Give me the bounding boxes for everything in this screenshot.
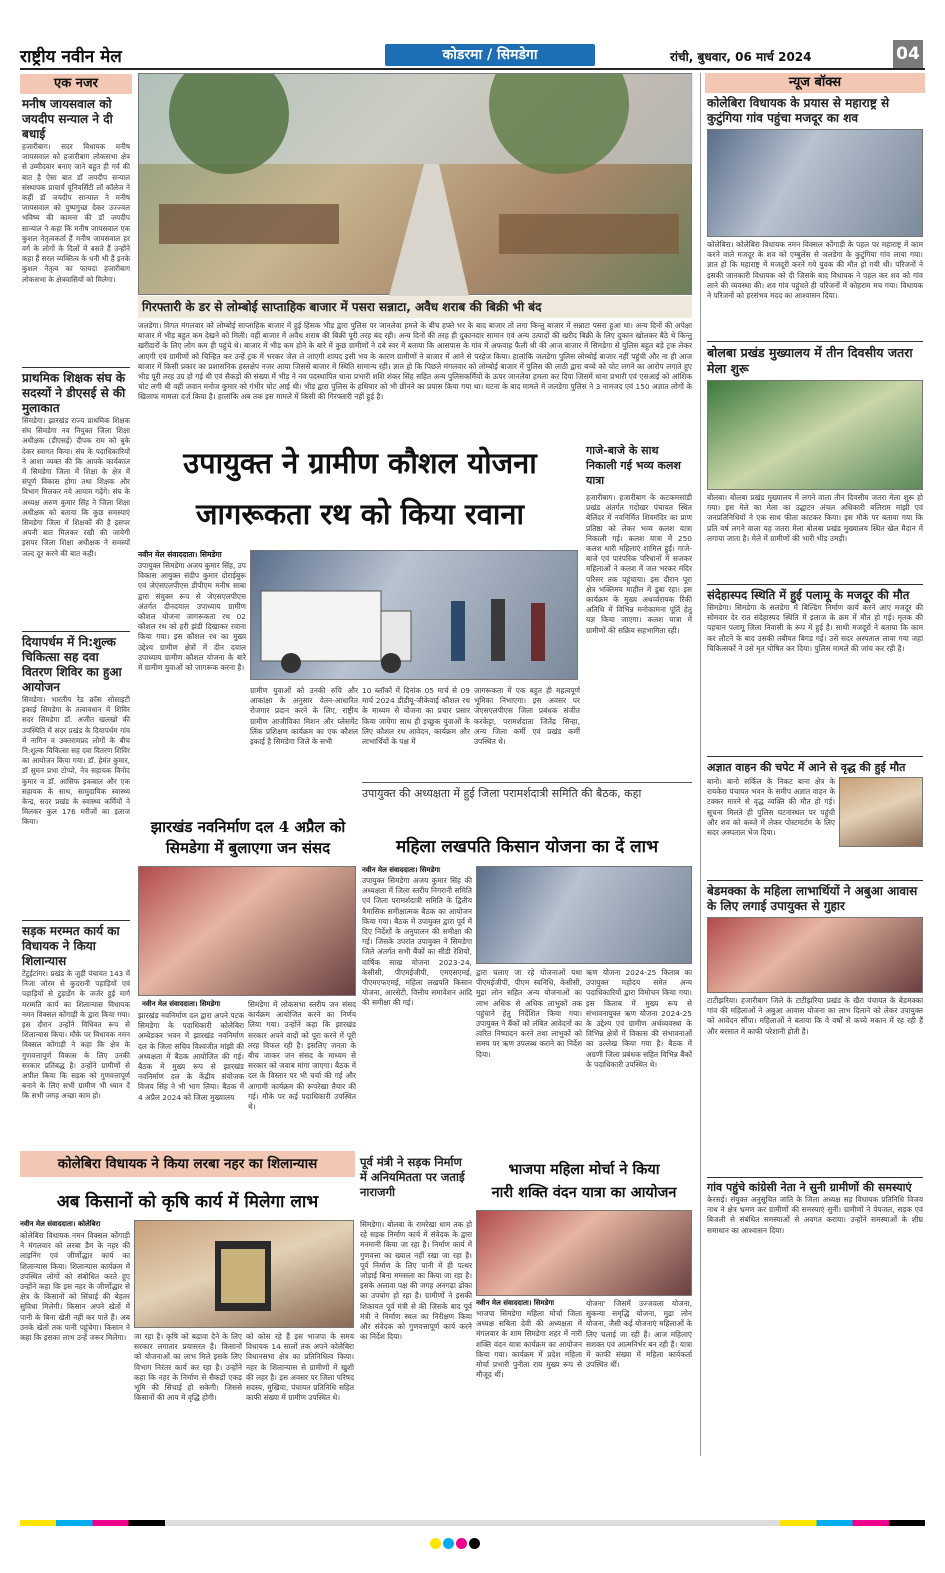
story-body: हजारीबाग। सदर विधायक मनीष जायसवाल को हजारीबाग लोकसभा क्षेत्र से उम्मीदवार बनाए जाने बहुत ही गर्व की बात है ऐसा बात डॉ जयदीप सन्याल संस्थापक प्राचार्य यूनिवर्सिटी लॉ कॉलेज ने कहीं डॉ जयदीप सान्याल ने मनीष जायसवाल को पुष्पगुच्छ देकर उज्ज्वल भविष्य की कामना की डॉ जयदीप सान्याल ने कहा कि मनीष जायसवाल एक कुशल नेतृत्वकर्ता हैं मनीष जायसवाल हर वर्ग के लोगों के दिलों में बसते हैं उन्होंने कहा हैं सरल व्यक्तित्व के धनी भी हैं इनके कुशल नेतृत्व का फायदा हजारीबाग लोकसभा के क्षेत्रवासियों को मिलेगा। <box>22 142 130 284</box>
kalash-body: हजारीबाग। हजारीबाग के कटकमसांडी प्रखंड अंतर्गत गदोखर पंचायत स्थित बेलिंदर में नवनिर्मित शिवमंदिर का प्राण प्रतिष्ठा को लेकर भव्य कलश यात्रा निकाली गई। कलश यात्रा में 250 कलश धारी महिलाएं शामिल हुईं। गाजे-बाजे एवं पारंपरिक परिधानों में सजकर महिलाओं ने कलश में जल भरकर मंदिर परिसर तक पहुंचाया। इस दौरान पूरा क्षेत्र भक्तिमय माहौल में डूबा रहा। इस कार्यक्रम के मुख्य अथर्व्वरायक रिंकी अतिथि में विभिन्न मनोकामना पूर्ति हेतु यज्ञ किया जाएगा। कलश यात्रा में ग्रामीणों की सक्रिय सहभागिता रही। <box>586 493 692 635</box>
cmyk-dot <box>430 1538 441 1549</box>
newsbox-story-title: संदेहास्पद स्थिति में हुई पलामू के मजदूर की मौत <box>707 588 910 602</box>
canal-foundation-photo <box>134 1220 354 1328</box>
newsbox-story-title: बेडमक्का के महिला लाभार्थियों ने अबुआ आवास के लिए लगाई उपायुक्त से गुहार <box>707 884 918 913</box>
market-photo-caption: गिरफ्तारी के डर से लोम्बोई साप्ताहिक बाजार में पसरा सन्नाटा, अवैध शराब की बिक्री भी बंद <box>138 296 692 318</box>
newsbox-story-body: सिमडेगा। सिमडेगा के सलडेगा में बिल्डिंग निर्माण कार्य करने आए मजदूर की सोमवार देर रात संदेहास्पद स्थिति में इलाज के क्रम में मौत हो गई। मृतक की पहचान पलामू जिला निवासी के रूप में हुई है। साथी मजदूरों ने बताया कि काम कर लौटने के बाद उसकी तबीयत बिगड़ गई। उसे सदर अस्पताल लाया गया जहां चिकित्सकों ने उसे मृत घोषित कर दिया। पुलिस मामले की जांच कर रही है। <box>707 603 923 653</box>
bank-meeting-photo <box>476 866 692 964</box>
skill-chariot-photo <box>250 550 578 680</box>
market-story-body: जलडेगा। विगत मंगलवार को लोम्बोई साप्ताहिक बाजार में हुई हिंसक भीड़ द्वारा पुलिस पर जानलेवा हमले के बीच हफ्ते भर के बाद बाजार तो लगा किन्तु बाजार में सन्नाटा पसरा हुआ था। अन्य दिनों की अपेक्षा बाजार में भीड़ बहुत कम देखने को मिली। वहीं बाजार में अवैध शराब की बिक्री पूरी तरह बंद रही। अन्य दिनों की तरह ही दुकानदार सामान एवं अन्य उत्पादों की खरीद बिक्री के लिए दुकान खोलकर बैठे थे किन्तु खरीदारों के लिए लोग कम ही पहुंचे थे। बाजार में भीड़ कम होने के बारे में कुछ ग्रामीणों ने दबे स्वर में बताया कि आसपास के गांव में अफवाह फैली थी की आज बाजार में सिमडेगा से पुलिस बहुत बड़े ट्रक लेकर आएगी एवं ग्रामीणों को चिन्हित कर उन्हें ट्रक में भरकर जेल ले जाएगी शायद इसी भय के कारण ग्रामीणों ने बाजार में आने से परहेज किया। हालांकि जलडेगा पुलिस लोम्बोई बाजार नहीं पहुंची और ना ही आज बाजार में किसी प्रकार का प्रशासनिक हस्तक्षेप नजर आया जिससे बाजार में स्थिति सामान्य रही। ज्ञात हो कि पिछले मंगलवार को लोम्बोई बाजार में पुलिस की लाठी द्वारा बच्चे को चोट लगने का आरोप लगाते हुए भीड़ पूरी तरह उग्र हो गई थी एवं सैकड़ों की संख्या में भीड़ ने नव पदस्थापित थाना प्रभारी शशि शंकर सिंह सहित अन्य पुलिसकर्मियों के ऊपर जानलेवा हमला कर दिया जिसमें थाना प्रभारी एवं एसआई को आंशिक चोट लगी थी वहीं जवान मनोज कुमार को गंभीर चोट आई थी। भीड़ द्वारा पुलिस के हथियार को भी छीनने का प्रयास किया गया था। घटना के बाद मामले में जलडेगा पुलिस ने 3 नामजद एवं 150 अज्ञात लोगों के खिलाफ मामला दर्ज किया है। हालांकि अब तक इस मामले में किसी की गिरफ्तारी नहीं हुई है। <box>138 321 692 402</box>
mahila-col2: द्वारा चलाए जा रहे योजनाओं यथा पीएमईजीपी, पीएम स्वनिधि, केसीसी, मुद्रा लोन सहित अन्य योजनाओं का लाभ अधिक से अधिक लाभुकों तक पहुंचाने हेतु निर्देशित किया गया। उपायुक्त ने बैंकों को लंबित आवेदनों का त्वरित निष्पादन करने तथा लाभुकों को समय पर ऋण उपलब्ध कराने का निर्देश दिया। <box>476 968 582 1059</box>
bjp-headline-line2: नारी शक्ति वंदन यात्रा का आयोजन <box>491 1184 677 1201</box>
bjp-col2: योजना' जिसमें उज्जवला योजना, सुकन्या समृद्धि योजना, मुद्रा लोन योजना, जैसी कई योजनाएं महिलाओं के लिए चलाई जा रही हैं। आज महिलाएं सशक्त एवं आत्मनिर्भर बन रही हैं। यात्रा में काफी संख्या में महिला कार्यकर्ता उपस्थित थीं। <box>586 1299 692 1370</box>
mahila-col1: उपायुक्त सिमडेगा अजय कुमार सिंह की अध्यक्षता में जिला स्तरीय निगरानी समिति एवं जिला परामर्शदात्री समिति के द्वितीय त्रैमासिक समीक्षात्मक बैठक का आयोजन किया गया। बैठक में उपायुक्त द्वारा पूर्व में दिए निर्देशों के अनुपालन की समीक्षा की गई। जिसके उपरांत उपायुक्त ने सिमडेगा जिले अंतर्गत सभी बैंकों का सीडी रेशियो, वार्षिक साख योजना 2023-24, केसीसी, पीएमईजीपी, एमएसएमई, पीएमएफएमई, महिला लखपति किसान योजना, आरसेटी, वित्तीय समावेशन आदि की समीक्षा की गई। <box>362 876 472 1008</box>
story-title: दियापर्धम में नि:शुल्क चिकित्सा सह दवा वितरण शिविर का हुआ आयोजन <box>22 635 122 694</box>
newsbox-story-body: कोलेबिरा। कोलेबिरा विधायक नमन विक्सल कोंगाड़ी के पहल पर महाराष्ट्र में काम करने वाले मजदूर के शव को एम्बुलेंस से जलडेगा के कुटुंगिया गांव लाया गया। ज्ञात हो कि महाराष्ट्र में मजदूरी करने गये युवक की मौत हो गयी थी। परिजनों ने इसकी जानकारी विधायक को दी जिसके बाद विधायक ने पहल कर शव को गांव लाने की व्यवस्था की। शव गांव पहुंचते ही परिजनों में कोहराम मच गया। विधायक ने परिजनों को हरसंभव मदद का आश्वासन दिया। <box>707 240 923 301</box>
newsbox-story-body: बोलबा। बोलबा प्रखंड मुख्यालय में लगने वाला तीन दिवसीय जतरा मेला शुरू हो गया। इस मेले का मेला का उद्घाटन अंचल अधिकारी बलिराम मांझी एवं जनप्रतिनिधियों ने एक साथ फीता काटकर किया। इस मौके पर बताया गया कि प्रति वर्ष लगने वाला यह जतरा मेला बोलबा प्रखंड मुख्यालय स्थित खेल मैदान में लगाया जाता है। मेले में ग्रामीणों की भारी भीड़ उमड़ी। <box>707 493 923 543</box>
farmers-col3: को कोस रहे हैं इस भाजपा के समय विधायक 14 सालों तक अपने कोलेबिरा विधानसभा क्षेत्र का प्रतिनिधित्व किया। नहर के शिलान्यास से ग्रामीणों में खुशी की लहर है। इस अवसर पर जिला परिषद सदस्य, मुखिया, पंचायत प्रतिनिधि सहित काफी संख्या में ग्रामीण उपस्थित थे। <box>246 1332 354 1403</box>
mahila-col3: ऋण योजना 2024-25 किताब का उपायुक्त महोदय समेत अन्य पदाधिकारियों द्वारा विमोचन किया गया। इस किताब में मुख्य रूप से संभावनायुक्त ऋण योजना 2024-25 के उद्देश्य एवं ग्रामीण अर्थव्यवस्था के विभिन्न क्षेत्रों में विकास की संभावनाओं का उल्लेख किया गया है। बैठक में अग्रणी जिला प्रबंधक सहित विभिन्न बैंकों के पदाधिकारी उपस्थित थे। <box>586 968 692 1069</box>
story-title: मनीष जायसवाल को जयदीप सन्याल ने दी बधाई <box>22 97 113 141</box>
accident-victim-photo <box>839 777 923 847</box>
cmyk-dot <box>456 1538 467 1549</box>
jharkhand-headline-line1: झारखंड नवनिर्माण दल 4 अप्रैल को <box>150 818 346 836</box>
lead-col4: जागरूकता में एक बहुत ही महत्वपूर्ण भूमिका निभाएगा। इस अवसर पर जेएसएलपीएस जिला प्रबंधक संजीत करकेट्टा, परामर्शदाता जितेंद्र सिन्हा, अन्य जिला कर्मी एवं प्रखंड कर्मी उपस्थित थे। <box>474 686 580 747</box>
registration-marks <box>430 1534 520 1548</box>
newsbox-story-title: बोलबा प्रखंड मुख्यालय में तीन दिवसीय जतरा मेला शुरू <box>707 345 913 376</box>
cmyk-dot <box>443 1538 454 1549</box>
farmers-byline: नवीन मेल संवाददाता। कोलेबिरा <box>20 1220 101 1228</box>
jharkhand-col2: सिमडेगा में लोकसभा स्तरीय जन संसद कार्यक्रम आयोजित करने का निर्णय लिया गया। उन्होंने कहा कि झारखंड सरकार अपने वादों को पूरा करने में पूरी तरह विफल रही है। इसलिए जनता के बीच जाकर जन संसद के माध्यम से सरकार को जवाब मांगा जाएगा। बैठक में दल के विस्तार पर भी चर्चा की गई और आगामी कार्यक्रम की रूपरेखा तैयार की गई। मौके पर कई पदाधिकारी उपस्थित थे। <box>248 1000 356 1112</box>
chariot-van-illustration <box>251 551 579 681</box>
kolebira-banner <box>20 1151 355 1177</box>
mahila-headline: महिला लखपति किसान योजना का दें लाभ <box>395 837 659 857</box>
lead-col2: ग्रामीण युवाओं को उनकी रुचि और आकांक्षा के अनुसार वेतन-आधारित रोजगार प्रदान करने के लिए, राष्ट्रीय ग्रामीण आजीविका मिशन और प्लेसमेंट लिंक प्रशिक्षण कार्यक्रम का एक कौशल इकाई है सिमडेगा जिले के सभी <box>250 686 358 747</box>
masthead <box>20 40 925 70</box>
lead-col3: 10 ब्लॉकों में दिनांक 05 मार्च से 09 मार्च 2024 डीडीयू-जीकेवाई कौशल रथ के माध्यम से योजना का प्रचार प्रसार किया जायेगा साथ ही इच्छुक युवाओं के लिए कौशल रथ आवेदन, कार्यक्रम और लाभार्थियों के पक्ष में <box>362 686 470 747</box>
ambulance-photo <box>707 129 923 237</box>
story-body: सिमडेगा। भारतीय रेड क्रॉस सोसाइटी इकाई सिमडेगा के तत्वावधान में शिविर सदर सिमडेगा डॉ. अजीत खलखो की उपस्थिति में सदर प्रखंड के दियापर्धम गांव में नागिन व उक्तरामप्रद लोगों के बीच नि:शुल्क चिकित्सा सह दवा वितरण शिविर का आयोजन किया गया। डॉ. हेमंत कुमार, डॉ सुमन प्रभा टोप्पो, नेत्र सहायक विनोद कुमार व डॉ. आसिफ इकबाल और एक सहायक के साथ, सामुदायिक स्वास्थ्य केन्द्र, सदर प्रखंड के स्वास्थ्य कर्मियों ने मिलकर कुल 176 मरीजों का इलाज किया। <box>22 695 130 827</box>
news-box-column <box>700 73 925 1456</box>
lead-byline: नवीन मेल संवाददाता। सिमडेगा <box>138 550 222 559</box>
newsbox-story-title: गांव पहुंचे कांग्रेसी नेता ने सुनी ग्रामीणों की समस्याएं <box>707 1181 912 1194</box>
bjp-byline: नवीन मेल संवाददाता। सिमडेगा <box>476 1299 555 1307</box>
lead-col1: उपायुक्त सिमडेगा अजय कुमार सिंह, उप विकास आयुक्त संदीप कुमार दोराईबुरू एवं जेएसएलपीएस डीपीएम मनीष साबा द्वारा संयुक्त रूप से जेएसएलपीएस अंतर्गत दीनदयाल उपाध्याय ग्रामीण कौशल योजना जागरूकता रथ 02 कौशल रथ को हरी झंडी दिखाकर रवाना किया गया। इस कौशल रथ का मुख्य उद्देश्य ग्रामीण क्षेत्रों में दीन दयाल उपाध्याय ग्रामीण कौशल योजना के बारे में ग्रामीण युवाओं को जागरूक करना है। <box>138 561 246 673</box>
jatra-mela-photo <box>707 380 923 490</box>
kolebira-banner-text: कोलेबिरा विधायक ने किया लरबा नहर का शिलान्यास <box>57 1156 318 1172</box>
page-number: 04 <box>893 40 923 68</box>
lead-headline-line1: उपायुक्त ने ग्रामीण कौशल योजना <box>183 446 537 480</box>
section-tab: कोडरमा / सिमडेगा <box>385 44 595 66</box>
newsbox-story-body: केरसई। संयुक्त अनुसूचित जाति के जिला अध्यक्ष सह विधायक प्रतिनिधि विजय नाथ ने क्षेत्र भ्रमण कर ग्रामीणों की समस्याएं सुनीं। ग्रामीणों ने पेयजल, सड़क एवं बिजली से संबंधित समस्याओं से अवगत कराया। उन्होंने समस्याओं के शीघ्र समाधान का आश्वासन दिया। <box>707 1195 923 1235</box>
bjp-col1: भाजपा सिमडेगा महिला मोर्चा जिला अध्यक्ष सबिता देवी की अध्यक्षता में मंगलवार के शाम सिमडेगा शहर में नारी शक्ति वंदन यात्रा कार्यक्रम का आयोजन किया गया। कार्यक्रम में प्रदेश महिला मोर्चा प्रभारी पुनीता राय मुख्य रूप से मौजूद थीं। <box>476 1309 582 1380</box>
jharkhand-col1: झारखंड नवनिर्माण दल द्वारा अपने पटक सिमडेगा के पदाधिकारी कोलेबिरा अम्बेडकर भवन में झारखंड नवनिर्माण दल के जिला सचिव विश्वजीत मांझी की अध्यक्षता में बैठक आयोजित की गई। बैठक में मुख्य रूप से झारखंड नवनिर्माण दल के केंद्रीय संयोजक विजय सिंह ने भी भाग लिया। बैठक में 4 अप्रैल 2024 को जिला मुख्यालय <box>138 1011 244 1102</box>
sadak-body: सिमडेगा। बोलबा के रामरेखा धाम तक हो रहे सड़क निर्माण कार्य में संवेदक के द्वारा मनमानी किया जा रहा है। निर्माण कार्य में गुणवत्ता का ख्याल नहीं रखा जा रहा है। पूर्व निर्माण के लिए पानी में ही पत्थर जोड़ाई बिना ममसला का किया जा रहा है। इसके अलावा पक्ष की जगह अनगढ़ा ढोका का उपयोग हो रहा है। ग्रामीणों ने इसकी शिकायत पूर्व मंत्री से की जिसके बाद पूर्व मंत्री ने निर्माण स्थल का निरीक्षण किया और संवेदक को गुणवत्तापूर्ण कार्य करने का निर्देश दिया। <box>360 1220 472 1342</box>
jan-sansad-photo <box>138 866 356 996</box>
issue-date: रांची, बुधवार, 06 मार्च 2024 <box>670 50 812 64</box>
newsbox-story-body: टाटीझरिया। हजारीबाग जिले के टाटीझरिया प्रखंड के खैरा पंचायत के बेडमक्का गांव की महिलाओं ने अबुआ आवास योजना का लाभ दिलाने को लेकर उपायुक्त को आवेदन सौंपा। महिलाओं ने बताया कि वे वर्षों से कच्चे मकान में रह रही हैं और बरसात में काफी परेशानी होती है। <box>707 996 923 1036</box>
story-title: सड़क मरम्मत कार्य का विधायक ने किया शिलान्यास <box>22 924 120 968</box>
bjp-headline-line1: भाजपा महिला मोर्चा ने किया <box>508 1161 660 1178</box>
lead-headline-line2: जागरूकता रथ को किया रवाना <box>196 497 524 531</box>
news-box-header: न्यूज बॉक्स <box>705 73 925 93</box>
newsbox-story-title: अज्ञात वाहन की चपेट में आने से वृद्ध की हुई मौत <box>707 761 906 774</box>
story-title: प्राथमिक शिक्षक संघ के सदस्यों ने डीएसई से की मुलाकात <box>22 371 126 415</box>
newsbox-story-title: कोलेबिरा विधायक के प्रयास से महाराष्ट्र से कुटुंगिया गांव पहुंचा मजदूर का शव <box>707 96 890 125</box>
newspaper-logo: राष्ट्रीय नवीन मेल <box>20 47 122 67</box>
left-column-header: एक नजर <box>20 74 132 94</box>
cmyk-dot <box>469 1538 480 1549</box>
kalash-title: गाजे-बाजे के साथ निकाली गई भव्य कलश यात्रा <box>586 444 681 487</box>
farmers-col2: जा रहा है। कृषि को बढ़ावा देने के लिए सरकार लगातार प्रयासरत है। किसानों को योजनाओं का लाभ मिले इसके लिए विभाग निरंतर कार्य कर रहा है। उन्होंने कहा कि नहर के निर्माण से सैकड़ों एकड़ भूमि की सिंचाई हो सकेगी। जिससे किसानों की आय में वृद्धि होगी। <box>134 1332 242 1403</box>
mahila-byline: नवीन मेल संवाददाता। सिमडेगा <box>362 866 441 874</box>
story-body: सिमडेगा। झारखंड राज्य प्राथमिक शिक्षक संघ सिमडेगा नव नियुक्त जिला शिक्षा अधीक्षक (डीएसई) दीपक राम को बुके देकर स्वागत किया। संघ के पदाधिकारियों ने आशा व्यक्त की कि आपके कार्यकाल में सिमडेगा जिला में शिक्षा के क्षेत्र में संपूर्ण विकास होगा तथा शिक्षक और विभाग मिलकर नये आयाम गढ़ेंगे। संघ के अध्यक्ष अरुण कुमार सिंह ने जिला शिक्षा अधीक्षक को बताया कि कुछ समस्याएं सिमडेगा जिला में शिक्षकों की है इसपर अपनी बात मिलकर रखी की जायेगी इसपर जिला शिक्षा अधीक्षक ने समस्यों जल्द दूर करने की बात कही। <box>22 416 130 558</box>
story-body: टेंटूईटांगर। प्रखंड के जुड़ी पंचायत 143 में निजा जोरम से कुदरानी पहाड़ियों एवं पहाड़ियों से टुड़ाडेंग के जर्जर हुई मार्ग मरम्मति कार्य का शिलान्यास विधायक नमन विक्सल कोंगाड़ी के द्वारा किया गया। इस दौरान उन्होंने विधिवत रूप से शिलान्यास किया। मौके पर विधायक नमन विक्सल कोंगाड़ी ने कहा कि क्षेत्र के गुणवत्तापूर्ण विकास के लिए उनकी सरकार प्रतिबद्ध है। उन्होंने ग्रामीणों से अपील किया कि सड़क को गुणवत्तापूर्ण बनाने के लिए सभी ग्रामीण भी ध्यान दें कि सभी जगह अच्छा काम हो। <box>22 969 130 1101</box>
newsbox-story-body: बानो। बानो सर्किल के निकट बाना क्षेत्र के रायकेरा पंचायत भवन के समीप अज्ञात वाहन के टक्कर मारने से वृद्ध व्यक्ति की मौत हो गई। सूचना मिलते ही पुलिस घटनास्थल पर पहुंची और शव को कब्जे में लेकर पोस्टमार्टम के लिए सदर अस्पताल भेज दिया। <box>707 777 835 838</box>
farmers-col1: कोलेबिरा विधायक नमन विक्सल कोंगाड़ी ने मंगलवार को लरबा डैम के नहर की लाइनिंग एवं जीर्णोद्धार कार्य का शिलान्यास किया। शिलान्यास कार्यक्रम में उपस्थित लोगों को संबोधित करते हुए उन्होंने कहा कि इस नहर के जीर्णोद्धार से क्षेत्र के किसानों को सिंचाई की बेहतर सुविधा मिलेगी। किसान अपने खेतों में पानी के बिना खेती नहीं कर पाते हैं। अब उनके खेतों तक पानी पहुंचेगा। किसान ने कहा कि इसका लाभ उन्हें जरूर मिलेगा। <box>20 1231 130 1343</box>
foundation-stone-illustration <box>135 1221 355 1329</box>
jharkhand-headline-line2: सिमडेगा में बुलाएगा जन संसद <box>165 839 331 857</box>
abua-awas-photo <box>707 917 923 993</box>
farmers-headline: अब किसानों को कृषि कार्य में मिलेगा लाभ <box>56 1192 319 1212</box>
market-photo <box>138 73 692 295</box>
jharkhand-byline: नवीन मेल संवाददाता। सिमडेगा <box>142 1000 221 1008</box>
committee-kicker: उपायुक्त की अध्यक्षता में हुई जिला परामर्शदात्री समिति की बैठक, कहा <box>362 782 692 801</box>
sadak-title: पूर्व मंत्री ने सड़क निर्माण में अनियमितता पर जताई नाराजगी <box>360 1155 465 1199</box>
footer-rule <box>20 1520 925 1532</box>
bjp-yatra-photo <box>476 1210 692 1296</box>
market-street-illustration <box>139 74 693 296</box>
